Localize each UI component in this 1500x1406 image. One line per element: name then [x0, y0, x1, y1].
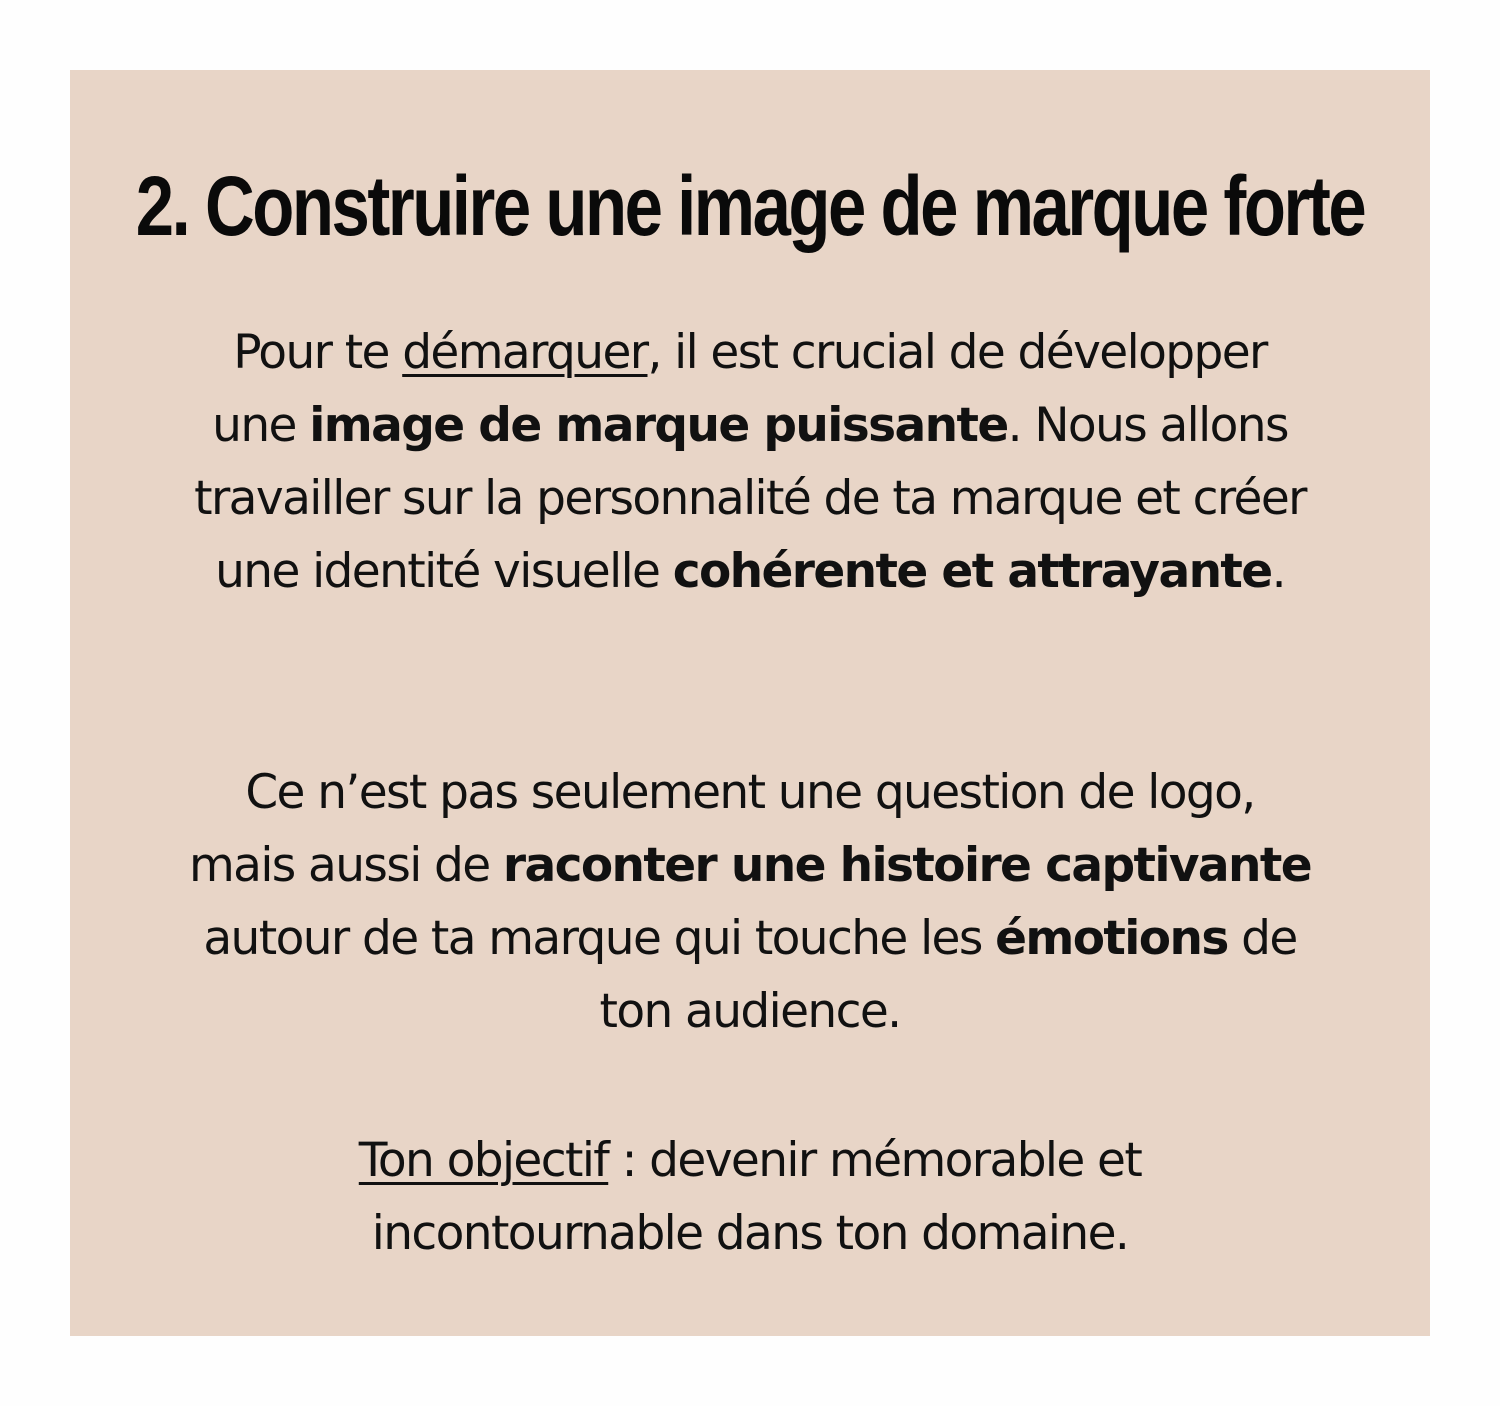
paragraph-line: autour de ta marque qui touche les émotions de [203, 911, 1297, 966]
intro-paragraph [0, 316, 1500, 608]
paragraph-line: incontournable dans ton domaine. [371, 1206, 1129, 1261]
paragraph-line: Pour te démarquer, il est crucial de développer [233, 325, 1267, 380]
bold-phrase: raconter une histoire captivante [502, 838, 1312, 893]
paragraph-line: Ton objectif : devenir mémorable et [358, 1133, 1142, 1188]
bold-phrase: cohérente et attrayante [672, 544, 1272, 599]
objective-paragraph [0, 1124, 1500, 1270]
underlined-term: Ton objectif [358, 1133, 609, 1188]
underlined-term: démarquer [402, 325, 648, 380]
paragraph-line: travailler sur la personnalité de ta marque et créer [194, 471, 1306, 526]
paragraph-line: une identité visuelle cohérente et attrayante. [215, 544, 1285, 599]
page-title: 2. Construire une image de marque forte [135, 159, 1365, 253]
paragraph-line: Ce n’est pas seulement une question de logo, [245, 765, 1255, 820]
paragraph-line: une image de marque puissante. Nous allons [212, 398, 1288, 453]
bold-phrase: image de marque puissante [309, 398, 1008, 453]
bold-phrase: émotions [995, 911, 1228, 966]
paragraph-line: mais aussi de raconter une histoire captivante [188, 838, 1312, 893]
paragraph-line: ton audience. [599, 984, 901, 1039]
story-paragraph [0, 756, 1500, 1048]
